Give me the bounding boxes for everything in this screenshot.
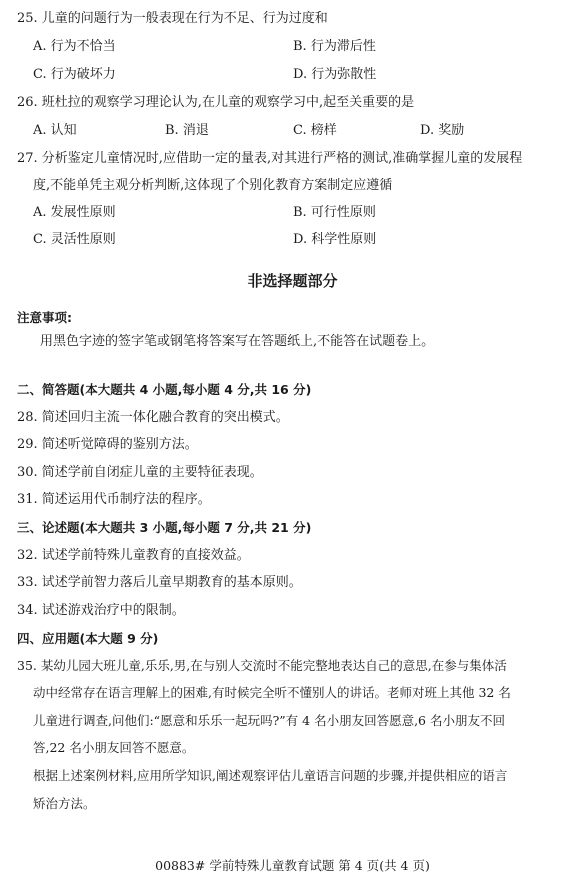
- part4-title: 四、应用题(本大题 9 分): [17, 631, 159, 646]
- question-26-option-d: D. 奖励: [420, 123, 465, 138]
- question-28: 28. 简述回归主流一体化融合教育的突出模式。: [17, 410, 289, 425]
- question-34: 34. 试述游戏治疗中的限制。: [17, 603, 185, 618]
- question-27-option-a: A. 发展性原则: [33, 205, 116, 220]
- question-25-option-c: C. 行为破坏力: [33, 67, 116, 82]
- question-35-line6: 矫治方法。: [33, 796, 96, 811]
- question-26-option-a: A. 认知: [33, 123, 77, 138]
- question-35-line5: 根据上述案例材料,应用所学知识,阐述观察评估儿童语言问题的步骤,并提供相应的语言: [33, 768, 508, 783]
- question-25-option-a: A. 行为不恰当: [33, 39, 116, 54]
- notice-text: 用黑色字迹的签字笔或钢笔将答案写在答题纸上,不能答在试题卷上。: [40, 334, 435, 349]
- question-32: 32. 试述学前特殊儿童教育的直接效益。: [17, 548, 250, 563]
- question-26-stem: 26. 班杜拉的观察学习理论认为,在儿童的观察学习中,起至关重要的是: [17, 95, 415, 110]
- question-33: 33. 试述学前智力落后儿童早期教育的基本原则。: [17, 575, 302, 590]
- question-29: 29. 简述听觉障碍的鉴别方法。: [17, 437, 198, 452]
- notice-title: 注意事项:: [17, 310, 72, 325]
- question-25-option-b: B. 行为滞后性: [293, 39, 376, 54]
- part2-title: 二、简答题(本大题共 4 小题,每小题 4 分,共 16 分): [17, 382, 312, 397]
- part3-title: 三、论述题(本大题共 3 小题,每小题 7 分,共 21 分): [17, 520, 312, 535]
- question-35-line1: 35. 某幼儿园大班儿童,乐乐,男,在与别人交流时不能完整地表达自己的意思,在参与集体活: [17, 658, 507, 673]
- question-25-option-d: D. 行为弥散性: [293, 67, 377, 82]
- question-31: 31. 简述运用代币制疗法的程序。: [17, 492, 211, 507]
- question-27-stem-line2: 度,不能单凭主观分析判断,这体现了个别化教育方案制定应遵循: [33, 178, 393, 193]
- question-35-line4: 答,22 名小朋友回答不愿意。: [33, 740, 195, 755]
- question-27-option-c: C. 灵活性原则: [33, 232, 116, 247]
- question-27-option-d: D. 科学性原则: [293, 232, 377, 247]
- question-27-stem-line1: 27. 分析鉴定儿童情况时,应借助一定的量表,对其进行严格的测试,准确掌握儿童的发展程: [17, 151, 523, 166]
- question-26-option-b: B. 消退: [165, 123, 209, 138]
- question-25-stem: 25. 儿童的问题行为一般表现在行为不足、行为过度和: [17, 11, 328, 26]
- question-35-line3: 儿童进行调查,问他们:“愿意和乐乐一起玩吗?”有 4 名小朋友回答愿意,6 名小朋友不回: [33, 713, 505, 728]
- question-35-line2: 动中经常存在语言理解上的困难,有时候完全听不懂别人的讲话。老师对班上其他 32 名: [33, 685, 511, 700]
- page-footer: 00883# 学前特殊儿童教育试题 第 4 页(共 4 页): [155, 858, 430, 873]
- question-26-option-c: C. 榜样: [293, 123, 337, 138]
- section-title: 非选择题部分: [247, 272, 338, 290]
- question-27-option-b: B. 可行性原则: [293, 205, 376, 220]
- question-30: 30. 简述学前自闭症儿童的主要特征表现。: [17, 465, 263, 480]
